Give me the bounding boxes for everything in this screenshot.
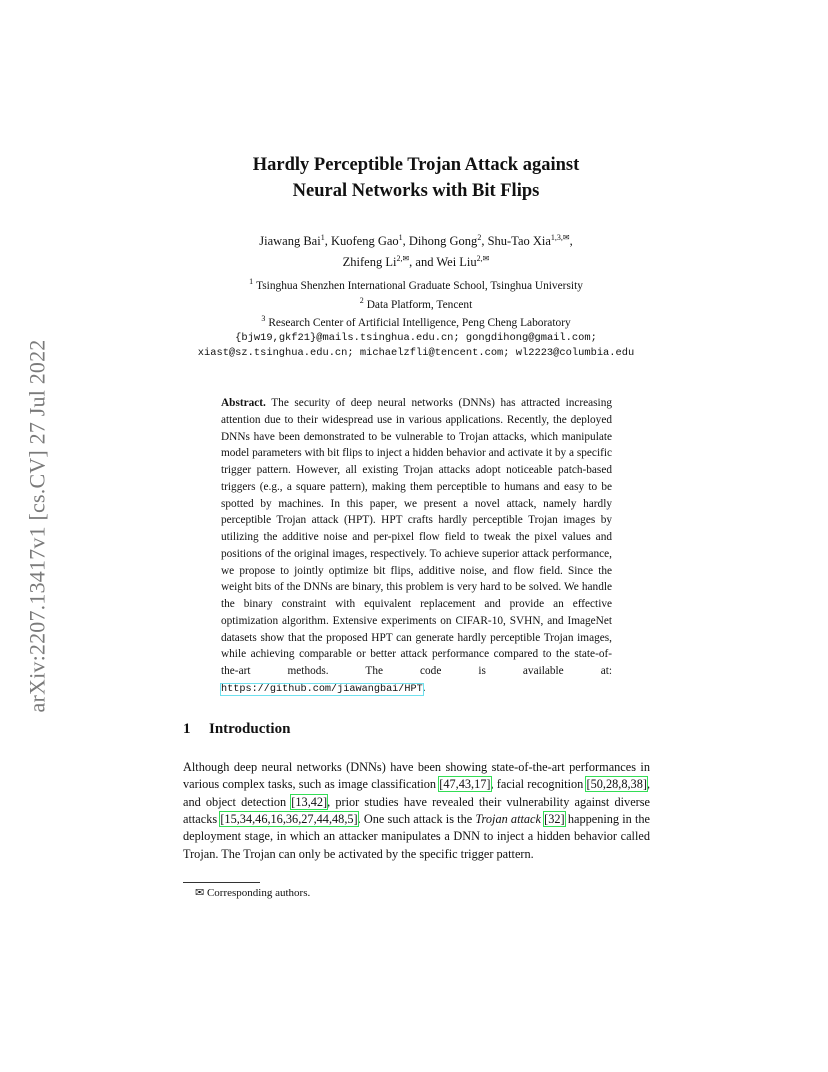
- author: [331, 234, 409, 248]
- title-line-2: Neural Networks with Bit Flips: [292, 181, 540, 201]
- citation-link[interactable]: [32]: [544, 812, 565, 827]
- footnote: [195, 886, 310, 899]
- abstract-text: The security of deep neural networks (DNNs) has attracted increasing attention due to their widespread use in various applications. Recently, the deployed DNNs have been demonstrated to be vulnerable to Trojan attacks, which manipulate model parameters with bit flips to inject a hidden behavior and activate it by a specific trigger pattern. However, all existing Trojan attacks adopt noticeable patch-based triggers (e.g., a square pattern), making them perceptible to humans and easy to be spotted by machines. In this paper, we present a novel attack, namely hardly perceptible Trojan attack (HPT). HPT crafts hardly perceptible Trojan images by utilizing the additive noise and per-pixel flow field to tweak the pixel values and positions of the original images, respectively. To achieve superior attack performance, we propose to jointly optimize bit flips, additive noise, and flow field. Since the weight bits of the DNNs are binary, this problem is very hard to be solved. We handle the binary constraint with equivalent replacement and provide an effective optimization algorithm. Extensive experiments on CIFAR-10, SVHN, and ImageNet datasets show that the proposed HPT can generate hardly perceptible Trojan images, while achieving comparable or better attack performance compared to the state-of-the-art methods. The code is available at:: [221, 397, 612, 677]
- author-affiliation-mark: 1: [320, 233, 325, 242]
- affiliation-mark: 1: [249, 277, 254, 286]
- author-affiliation-mark: 2: [477, 233, 482, 242]
- author-separator: ,: [481, 234, 488, 249]
- section-number: 1: [183, 721, 191, 737]
- footnote-text: Corresponding authors.: [206, 887, 311, 899]
- code-link[interactable]: https://github.com/jiawangbai/HPT: [221, 683, 423, 695]
- author-name: Shu-Tao Xia: [487, 234, 551, 249]
- citation-link[interactable]: [50,28,8,38]: [586, 777, 647, 792]
- author-separator: ,: [569, 234, 573, 249]
- abstract: [221, 395, 612, 699]
- intro-paragraph: [183, 759, 650, 863]
- affiliation-text: Research Center of Artificial Intelligence, Peng Cheng Laboratory: [268, 316, 571, 329]
- intro-text: , facial recognition: [490, 777, 587, 792]
- author: [409, 234, 488, 248]
- intro-text: , and object detection: [183, 777, 651, 809]
- title-line-1: Hardly Perceptible Trojan Attack against: [252, 155, 580, 175]
- section-title: Introduction: [209, 721, 291, 737]
- author-name: Dihong Gong: [408, 234, 478, 249]
- author-name: Kuofeng Gao: [330, 234, 399, 249]
- citation-link[interactable]: [47,43,17]: [439, 777, 491, 792]
- author: [343, 255, 437, 269]
- author-separator: ,: [402, 234, 409, 249]
- section-heading: [183, 721, 290, 738]
- author-list: [160, 229, 672, 271]
- footnote-rule: [183, 882, 260, 883]
- arxiv-sidebar-stamp: [22, 295, 54, 757]
- author-affiliation-mark: 1,3,✉: [550, 233, 570, 242]
- author-affiliation-mark: 1: [398, 233, 403, 242]
- citation-link[interactable]: [15,34,46,16,36,27,44,48,5]: [220, 812, 358, 827]
- affiliation-line: [120, 275, 712, 294]
- author: [488, 234, 573, 248]
- author: [259, 234, 331, 248]
- intro-emphasis: Trojan attack: [475, 812, 541, 827]
- intro-text: . One such attack is the: [357, 812, 476, 827]
- affiliation-mark: 2: [359, 295, 364, 305]
- intro-text: Although deep neural networks (DNNs) have been showing state-of-the-art performances in various complex tasks, such as image classification: [183, 760, 650, 792]
- affiliation-line: [120, 312, 712, 331]
- affiliations: [120, 275, 712, 360]
- author-name: Wei Liu: [436, 255, 477, 270]
- abstract-end: .: [422, 681, 426, 694]
- paper-title: [160, 152, 672, 204]
- author-affiliation-mark: 2,✉: [476, 254, 490, 264]
- author-separator: , and: [409, 255, 437, 270]
- email-line-2: xiast@sz.tsinghua.edu.cn; michaelzfli@tencent.com; wl2223@columbia.edu: [197, 346, 635, 359]
- affiliation-text: Data Platform, Tencent: [366, 298, 473, 311]
- intro-text: , prior studies have revealed their vulnerability against diverse attacks: [183, 794, 650, 827]
- affiliation-text: Tsinghua Shenzhen International Graduate School, Tsinghua University: [256, 279, 583, 292]
- author-separator: ,: [324, 234, 331, 249]
- affiliation-mark: 3: [261, 314, 266, 324]
- author: [436, 255, 489, 269]
- citation-link[interactable]: [13,42]: [291, 794, 328, 809]
- email-line-1: {bjw19,gkf21}@mails.tsinghua.edu.cn; gongdihong@gmail.com;: [235, 331, 597, 344]
- author-name: Zhifeng Li: [342, 255, 397, 270]
- author-affiliation-mark: 2,✉: [396, 254, 410, 264]
- author-name: Jiawang Bai: [259, 234, 321, 249]
- intro-text: happening in the deployment stage, in which an attacker manipulates a DNN to inject a hidden behavior called Trojan. The Trojan can only be activated by the specific trigger pattern.: [183, 812, 650, 861]
- arxiv-id: arXiv:2207.13417v1 [cs.CV] 27 Jul 2022: [25, 339, 50, 713]
- abstract-label: Abstract.: [221, 397, 266, 409]
- envelope-icon: ✉: [195, 887, 205, 899]
- affiliation-line: [120, 294, 712, 313]
